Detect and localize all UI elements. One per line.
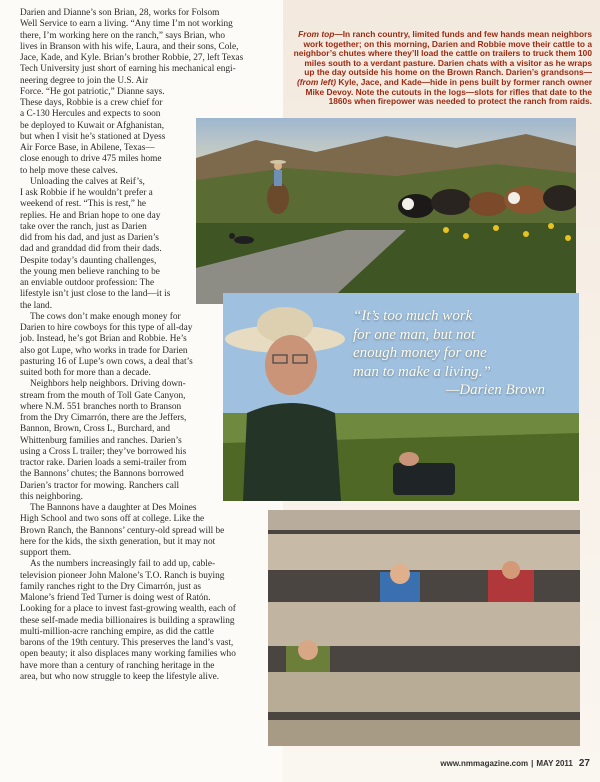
- body-line: close enough to drive 475 miles home: [20, 154, 162, 165]
- body-line: These days, Robbie is a crew chief for: [20, 98, 163, 108]
- body-line: Well Service to earn a living. “Any time I’m not working: [20, 19, 233, 30]
- quote-line-4: man to make a living.”: [353, 363, 491, 380]
- body-line: Bannon, Brown, Cross L, Burchard, and: [20, 424, 171, 435]
- body-line: also got Lupe, who works in trade for Darien: [20, 345, 188, 356]
- body-line: television pioneer John Malone’s T.O. Ranch is buying: [20, 570, 225, 581]
- quote-line-3: enough money for one: [353, 345, 487, 361]
- body-line: area, but who now struggle to keep the lifestyle alive.: [20, 671, 220, 682]
- body-line: multi-million-acre ranching empire, as did the cattle: [20, 626, 214, 637]
- body-line: these self-made media billionaires is building a sprawling: [20, 615, 235, 626]
- body-line: High School and two sons off at college. Like the: [20, 514, 205, 525]
- body-line: there, I’m working here on the ranch,” says Brian, who: [20, 30, 225, 41]
- body-line: Air Force Base, in Abilene, Texas—: [20, 143, 155, 153]
- grandsons-log-pen-photo: [268, 510, 580, 746]
- body-line: Malone’s friend Ted Turner is doing west of Ratón.: [20, 593, 211, 603]
- footer-issue: MAY 2011: [536, 759, 573, 768]
- body-paragraph: [6, 177, 278, 312]
- body-line: Darien to hire cowboys for this type of all-day: [20, 323, 193, 333]
- body-line: I ask Robbie if he wouldn’t prefer a: [20, 188, 153, 198]
- body-line: the young men believe ranching to be: [20, 266, 160, 277]
- body-paragraph: [6, 503, 278, 559]
- body-line: Force. “He got patriotic,” Dianne says.: [20, 86, 165, 97]
- body-line: where N.M. 551 branches north to Branson: [20, 401, 182, 412]
- body-paragraph: [6, 312, 278, 380]
- body-line: using a Cross L trailer; they’ve borrowed his: [20, 446, 187, 457]
- body-line: The cows don’t make enough money for: [30, 311, 181, 322]
- body-line: Neighbors help neighbors. Driving down-: [30, 379, 186, 390]
- body-line: As the numbers increasingly fail to add up, cable-: [30, 559, 216, 570]
- log-pen-illustration: [268, 510, 580, 746]
- body-line: pasturing 16 of Lupe’s own cows, a deal that’s: [20, 356, 193, 367]
- body-paragraph: [6, 8, 278, 177]
- body-line: this neighboring.: [20, 491, 84, 502]
- footer-separator: |: [531, 759, 534, 768]
- photo-caption: [292, 30, 592, 107]
- body-line: support them.: [20, 548, 72, 558]
- body-line: an enviable outdoor profession: The: [20, 278, 155, 288]
- quote-attribution: —Darien Brown: [445, 382, 545, 398]
- body-paragraph: [6, 379, 278, 503]
- body-line: replies. He and Brian hope to one day: [20, 210, 161, 221]
- body-line: lives in Branson with his wife, Laura, and their sons, Cole,: [20, 41, 239, 52]
- body-line: weekend of rest. “This is rest,” he: [20, 199, 146, 210]
- quote-line-2: for one man, but not: [353, 326, 476, 343]
- caption-text-part2: Kyle, Jace, and Kade—hide in pens built by former ranch owner Mike Devoy. Note the cutouts in the logs—slots for rifles that date to the 1860s when firepower was needed to protect the ranch from raids.: [305, 76, 592, 107]
- pull-quote: [353, 307, 563, 400]
- body-line: dad and granddad did from their dads.: [20, 244, 162, 255]
- body-line: The Bannons have a daughter at Des Moines: [30, 503, 197, 513]
- body-line: job. Instead, he’s got Brian and Robbie. He’s: [20, 334, 187, 345]
- caption-lead: From top: [298, 29, 335, 39]
- body-line: family ranches right to the Dry Cimarrón, just as: [20, 581, 201, 592]
- caption-from-left: (from left): [296, 76, 337, 87]
- body-line: take over the ranch, just as Darien: [20, 221, 147, 232]
- body-line: Brown Ranch, the Bannons’ century-old spread will be: [20, 525, 225, 536]
- body-line: from the Dry Cimarrón, there are the Jeffers,: [20, 413, 187, 423]
- body-line: the Bannons’ chutes; the Bannons borrowed: [20, 469, 184, 480]
- body-line: be deployed to Kuwait or Afghanistan,: [20, 120, 165, 131]
- body-line: stream from the mouth of Toll Gate Canyon,: [20, 390, 186, 401]
- body-line: Whittenburg families and ranches. Darien’s: [20, 435, 182, 446]
- body-paragraph: [6, 559, 278, 683]
- body-line: Jace, Kade, and Kyle. Brian’s brother Robbie, 27, left Texas: [20, 53, 244, 63]
- body-line: Unloading the calves at Reif’s,: [30, 176, 145, 187]
- body-line: Darien’s tractor for mowing. Ranchers call: [20, 480, 180, 491]
- body-line: barons of the 19th century. This preserves the land’s vast,: [20, 638, 234, 648]
- page-number: 27: [578, 758, 590, 769]
- body-line: Tech University just short of earning his mechanical engi-: [20, 64, 236, 75]
- caption-text-part1: —In ranch country, limited funds and few hands mean neighbors work together; on this morning, Darien and Robbie move their cattle to a neighbor’s chutes where they’ll load the cattle on trailers to truck them 100 miles south to a verdant pasture. Darien chats with a visitor as he wraps up the day outside his home on the Brown Ranch. Darien’s grandsons—: [293, 29, 592, 78]
- page-footer: [440, 758, 590, 769]
- body-line: neering degree to join the U.S. Air: [20, 75, 149, 86]
- body-line: Despite today’s daunting challenges,: [20, 255, 157, 266]
- body-line: lifestyle isn’t just close to the land—it is: [20, 289, 171, 300]
- body-line: here for the kids, the sixth generation, but it may not: [20, 536, 216, 547]
- body-column: [6, 8, 278, 683]
- body-line: tractor rake. Darien loads a semi-trailer from: [20, 458, 187, 468]
- body-line: but when I visit he’s stationed at Dyess: [20, 131, 166, 142]
- footer-site: www.nmmagazine.com: [440, 759, 529, 768]
- body-line: suited both for more than a decade.: [20, 368, 151, 378]
- body-line: the land.: [20, 300, 53, 311]
- body-line: did from his dad, and just as Darien’s: [20, 233, 159, 243]
- body-line: Looking for a place to invest fast-growing wealth, each of: [20, 604, 236, 615]
- body-line: Darien and Dianne’s son Brian, 28, works for Folsom: [20, 8, 220, 18]
- body-line: to help move these calves.: [20, 165, 118, 176]
- body-line: open beauty; it also displaces many working families who: [20, 649, 236, 660]
- quote-line-1: “It’s too much work: [353, 308, 473, 324]
- body-line: have more than a century of ranching heritage in the: [20, 660, 215, 671]
- body-line: a C-130 Hercules and expects to soon: [20, 109, 161, 120]
